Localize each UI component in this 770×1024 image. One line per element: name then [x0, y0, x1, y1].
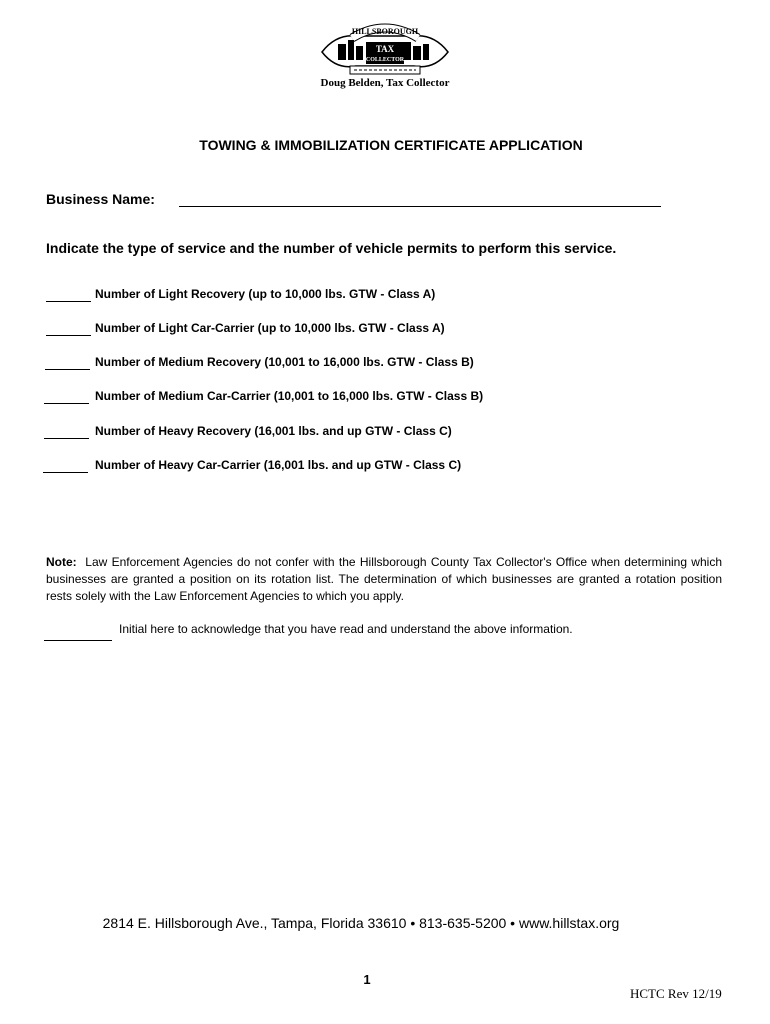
permit-row-heavy-recovery [0, 424, 770, 444]
permit-row-medium-recovery [0, 355, 770, 375]
note-label: Note: [46, 555, 77, 569]
permit-row-medium-car-carrier [0, 389, 770, 409]
business-name-label: Business Name: [46, 191, 155, 207]
permit-row-heavy-car-carrier [0, 458, 770, 478]
permit-count-field[interactable] [43, 472, 88, 473]
svg-text:HILLSBOROUGH: HILLSBOROUGH [351, 27, 419, 36]
revision-code: HCTC Rev 12/19 [630, 986, 722, 1001]
permit-count-field[interactable] [44, 403, 89, 404]
permit-count-field[interactable] [46, 301, 91, 302]
permit-label: Number of Heavy Recovery (16,001 lbs. and up GTW - Class C) [95, 424, 452, 438]
footer-address: 2814 E. Hillsborough Ave., Tampa, Florida 33610 • 813-635-5200 • www.hillstax.org [102, 915, 620, 931]
tax-collector-name: Doug Belden, Tax Collector [320, 77, 450, 89]
permit-label: Number of Light Car-Carrier (up to 10,000 lbs. GTW - Class A) [95, 321, 445, 335]
permit-count-field[interactable] [45, 369, 90, 370]
permit-count-field[interactable] [46, 335, 91, 336]
svg-text:TAX: TAX [375, 44, 395, 54]
permit-row-light-car-carrier [0, 321, 770, 341]
permit-count-field[interactable] [44, 438, 89, 439]
svg-text:COLLECTOR: COLLECTOR [365, 57, 405, 63]
initials-field[interactable] [44, 640, 112, 641]
form-title: TOWING & IMMOBILIZATION CERTIFICATE APPLICATION [199, 137, 583, 153]
permit-label: Number of Medium Car-Carrier (10,001 to 16,000 lbs. GTW - Class B) [95, 389, 484, 403]
acknowledgement-text: Initial here to acknowledge that you have read and understand the above information. [119, 622, 573, 636]
service-instruction: Indicate the type of service and the number of vehicle permits to perform this service. [46, 240, 617, 256]
page-number: 1 [363, 972, 371, 987]
permit-row-light-recovery [0, 287, 770, 307]
permit-label: Number of Heavy Car-Carrier (16,001 lbs. and up GTW - Class C) [95, 458, 462, 472]
note-text: Law Enforcement Agencies do not confer with the Hillsborough County Tax Collector's Office when determining which businesses are granted a position on its rotation list. The determination of which businesses are granted a rotation position rests solely with the Law Enforcement Agencies to which you apply. [46, 555, 722, 603]
business-name-field[interactable] [179, 206, 661, 207]
permit-label: Number of Medium Recovery (10,001 to 16,000 lbs. GTW - Class B) [95, 355, 474, 369]
tax-collector-logo [316, 22, 454, 78]
permit-label: Number of Light Recovery (up to 10,000 lbs. GTW - Class A) [95, 287, 436, 301]
note-paragraph [46, 554, 722, 605]
